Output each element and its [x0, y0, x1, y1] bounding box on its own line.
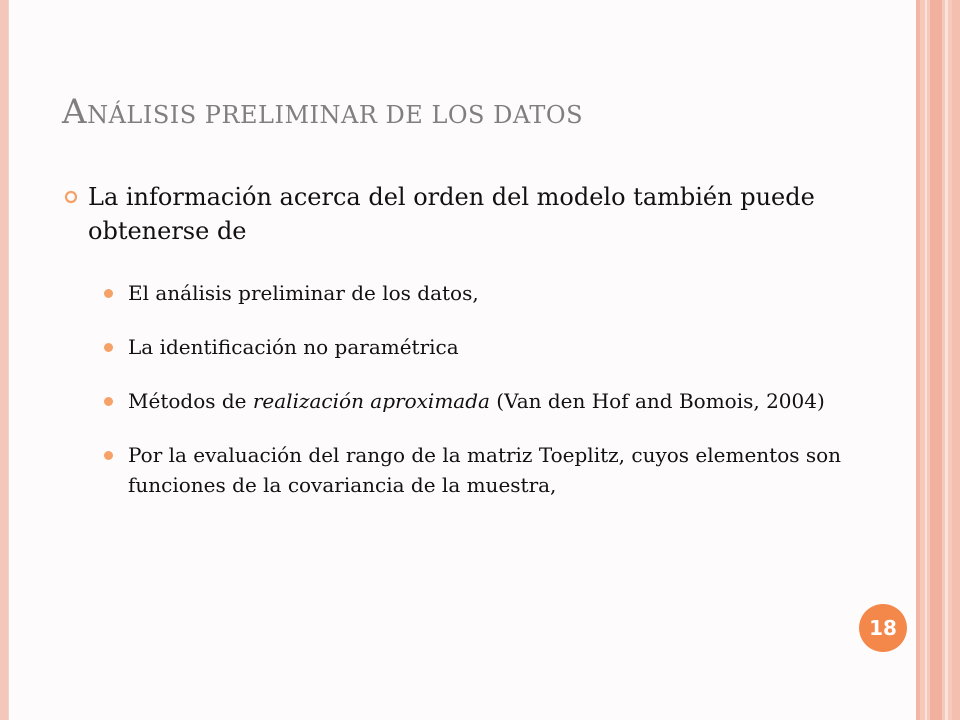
filled-dot-bullet-icon: [104, 451, 113, 460]
filled-dot-bullet-icon: [104, 397, 113, 406]
list-item-text: Métodos de: [128, 389, 253, 413]
slide-title: [62, 92, 583, 132]
page-number-badge: 18: [859, 604, 907, 652]
list-item-text: (Van den Hof and Bomois, 2004): [489, 389, 825, 413]
hollow-circle-bullet-icon: [64, 190, 78, 204]
list-item-text: Por la evaluación del rango de la matriz Toeplitz, cuyos elementos son funciones de la covariancia de la muestra,: [128, 443, 842, 497]
title-initial: A: [62, 92, 88, 132]
stripe: [952, 0, 960, 720]
main-bullet-text: La información acerca del orden del modelo también puede obtenerse de: [88, 183, 815, 245]
list-item-text: El análisis preliminar de los datos,: [128, 281, 479, 305]
list-item: [104, 386, 844, 416]
filled-dot-bullet-icon: [104, 289, 113, 298]
stripe: [916, 0, 920, 720]
left-border-strip: [0, 0, 8, 720]
filled-dot-bullet-icon: [104, 343, 113, 352]
list-item: [104, 440, 844, 500]
list-item-italic-text: realización aproximada: [252, 389, 490, 413]
list-item: [104, 278, 844, 308]
stripe: [945, 0, 948, 720]
list-item: [104, 332, 844, 362]
list-item-text: La identificación no paramétrica: [128, 335, 459, 359]
title-rest: NÁLISIS PRELIMINAR DE LOS DATOS: [87, 101, 584, 129]
stripe: [925, 0, 927, 720]
sub-bullet-list: [104, 278, 844, 500]
stripe: [930, 0, 942, 720]
right-decorative-stripes: [916, 0, 960, 720]
